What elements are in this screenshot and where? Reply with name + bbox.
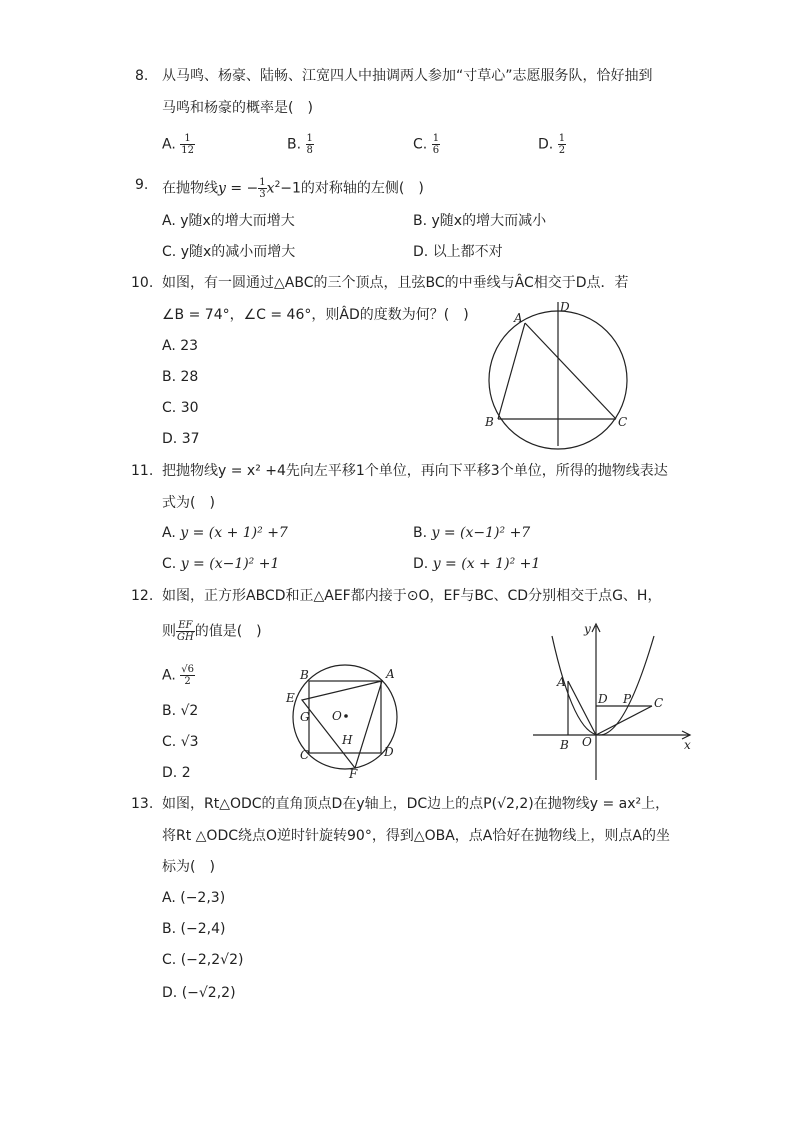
label-c: C — [654, 696, 664, 710]
label-e: E — [286, 691, 295, 705]
label-c: C — [618, 415, 628, 429]
question-text-line2: 将Rt △ODC绕点O逆时针旋转90°，得到△OBA，点A恰好在抛物线上，则点A的坐 — [162, 828, 670, 844]
question-text-line3: 标为( ) — [162, 859, 215, 875]
question-text-line1: 把抛物线y = x² +4先向左平移1个单位，再向下平移3个单位，所得的抛物线表达 — [162, 463, 668, 479]
option-b[interactable]: B. 28 — [162, 369, 199, 385]
segment-oc — [596, 706, 652, 735]
circle-triangle-figure — [480, 296, 640, 456]
option-d[interactable]: D. 37 — [162, 431, 200, 447]
label-a: A — [557, 675, 566, 689]
option-b[interactable]: B. y随x的增大而减小 — [413, 213, 547, 229]
triangle-aef — [302, 681, 382, 768]
option-label: A. — [162, 136, 176, 153]
question-text-line2: 式为( ) — [162, 495, 215, 511]
label-y-axis: y — [584, 622, 591, 636]
question-text-line1: 如图，有一圆通过△ABC的三个顶点，且弦BC的中垂线与ÂC相交于D点．若 — [162, 275, 629, 291]
label-h: H — [342, 733, 353, 747]
label-o: O — [582, 735, 592, 749]
option-d[interactable]: D. 2 — [162, 765, 191, 781]
label-d: D — [384, 745, 394, 759]
option-fraction: $\frac{1}{6}$ — [432, 133, 440, 156]
option-b[interactable]: B. y = (x−1)² +7 — [413, 525, 531, 541]
option-c[interactable]: C. √3 — [162, 734, 199, 750]
question-text-line2: ∠B = 74°，∠C = 46°，则ÂD的度数为何？( ) — [162, 307, 469, 323]
question-text-line2: 马鸣和杨豪的概率是( ) — [162, 100, 313, 116]
question-text-line1: 如图，Rt△ODC的直角顶点D在y轴上，DC边上的点P(√2,2)在抛物线y = ax²上， — [162, 796, 670, 812]
question-text-line1: 从马鸣、杨豪、陆畅、江宽四人中抽调两人参加“寸草心”志愿服务队，恰好抽到 — [162, 68, 653, 84]
segment-ab — [498, 323, 525, 419]
question-number: 12. — [131, 588, 154, 604]
center-dot — [344, 714, 348, 718]
question-text: 在抛物线y = − $\frac{1}{3}$ $x^2-1$的对称轴的左侧( ) — [162, 177, 424, 201]
option-fraction: $\frac{1}{12}$ — [181, 133, 194, 156]
option-a[interactable]: A. y随x的增大而增大 — [162, 213, 295, 229]
question-number: 13. — [131, 796, 154, 812]
label-d: D — [560, 300, 570, 314]
option-c[interactable]: C. 30 — [162, 400, 199, 416]
option-d[interactable]: D. 以上都不对 — [413, 244, 503, 260]
label-b: B — [560, 738, 569, 752]
parabola-rotation-figure — [530, 618, 700, 783]
segment-ao — [568, 681, 596, 735]
option-d[interactable]: D. (−√2,2) — [162, 985, 236, 1001]
option-d[interactable] — [538, 133, 566, 156]
question-number: 9. — [135, 177, 149, 193]
label-b: B — [300, 668, 309, 682]
question-number: 10. — [131, 275, 154, 291]
option-c[interactable]: C. (−2,2√2) — [162, 952, 244, 968]
parabola — [552, 636, 654, 735]
option-a[interactable]: A. $\frac{√6}{2}$ — [162, 664, 194, 687]
option-d[interactable]: D. y = (x + 1)² +1 — [413, 556, 541, 572]
option-label: C. — [413, 136, 428, 153]
label-x-axis: x — [684, 738, 691, 752]
label-a: A — [514, 311, 523, 325]
label-p: P — [623, 692, 632, 706]
label-o: O — [332, 709, 342, 723]
label-a: A — [386, 667, 395, 681]
label-c: C — [300, 748, 310, 762]
question-number: 11. — [131, 463, 154, 479]
label-g: G — [300, 710, 310, 724]
option-label: B. — [287, 136, 302, 153]
option-c[interactable]: C. y随x的减小而增大 — [162, 244, 296, 260]
option-c[interactable] — [413, 133, 440, 156]
option-fraction: $\frac{1}{8}$ — [306, 133, 313, 156]
option-a[interactable]: A. 23 — [162, 338, 199, 354]
question-text-line2: 则 $\frac{EF}{GH}$ 的值是( ) — [162, 620, 262, 643]
question-number: 8. — [135, 68, 149, 84]
option-c[interactable]: C. y = (x−1)² +1 — [162, 556, 280, 572]
option-b[interactable]: B. (−2,4) — [162, 921, 226, 937]
option-b[interactable]: B. √2 — [162, 703, 199, 719]
option-a[interactable]: A. (−2,3) — [162, 890, 226, 906]
label-d: D — [598, 692, 608, 706]
option-label: D. — [538, 136, 554, 153]
option-a[interactable]: A. y = (x + 1)² +7 — [162, 525, 288, 541]
label-b: B — [485, 415, 494, 429]
option-a[interactable] — [162, 133, 195, 156]
option-fraction: $\frac{1}{2}$ — [558, 133, 566, 156]
option-b[interactable] — [287, 133, 314, 156]
square-triangle-circle-figure — [280, 660, 410, 785]
question-text-line1: 如图，正方形ABCD和正△AEF都内接于⊙O，EF与BC、CD分别相交于点G、H， — [162, 588, 662, 604]
label-f: F — [349, 767, 358, 781]
segment-ac — [525, 323, 616, 419]
